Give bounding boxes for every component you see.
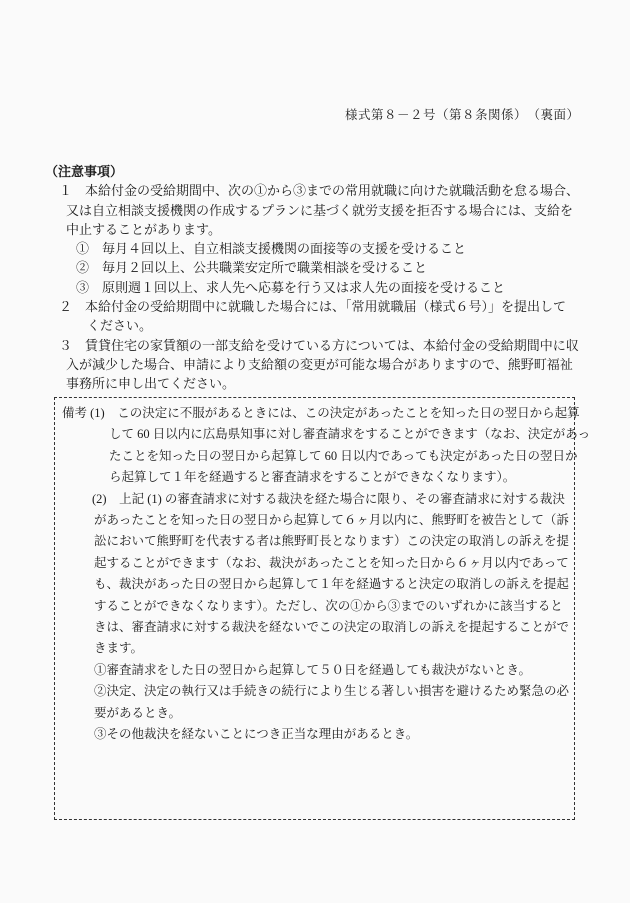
remarks-line: ③その他裁決を経ないことにつき正当な理由があるとき。 (94, 727, 419, 742)
notes-heading: （注意事項） (45, 164, 124, 179)
note-line: ③ 原則週１回以上、求人先へ応募を行う又は求人先の面接を受けること (76, 279, 506, 295)
note-line: １ 本給付金の受給期間中、次の①から③までの常用就職に向けた就職活動を怠る場合、 (59, 183, 580, 199)
remarks-line: ら起算して１年を経過すると審査請求をすることができなくなります）。 (109, 470, 516, 485)
note-line: 事務所に申し出てください。 (66, 376, 236, 392)
note-line: ２ 本給付金の受給期間中に就職した場合には、「常用就職届（様式６号）」を提出して (59, 299, 567, 315)
note-line: ください。 (87, 318, 153, 334)
remarks-box (54, 397, 591, 820)
remarks-line: ①審査請求をした日の翌日から起算して５０日を経過しても裁決がないとき。 (94, 662, 532, 677)
note-line: 入が減少した場合、申請により支給額の変更が可能な場合がありますので、熊野町福祉 (66, 356, 573, 372)
note-line: ３ 賃貸住宅の家賃額の一部支給を受けている方については、本給付金の受給期間中に収 (59, 337, 579, 353)
remarks-line: して 60 日以内に広島県知事に対し審査請求をすることができます（なお、決定があっ (109, 427, 591, 442)
note-line: 又は自立相談支援機関の作成するプランに基づく就労支援を拒否する場合には、支給を (66, 202, 574, 218)
remarks-line: 訟において熊野町を代表する者は熊野町長となります）この決定の取消しの訴えを提 (94, 534, 570, 549)
note-line: 中止することがあります。 (66, 221, 221, 237)
remarks-line: きます。 (94, 641, 144, 656)
note-line: ① 毎月４回以上、自立相談支援機関の面接等の支援を受けること (76, 241, 467, 257)
remarks-line: があったことを知った日の翌日から起算して６ヶ月以内に、熊野町を被告として（訴 (94, 513, 569, 528)
remarks-line: (2) 上記 (1) の審査請求に対する裁決を経た場合に限り、その審査請求に対する裁決 (92, 491, 565, 506)
remarks-line: することができなくなります）。ただし、次の①から③までのいずれかに該当すると (94, 598, 563, 613)
remarks-line: 起することができます（なお、裁決があったことを知った日から６ヶ月以内であって (94, 555, 569, 570)
remarks-line: 備考 (1) この決定に不服があるときには、この決定があったことを知った日の翌日から起算 (62, 406, 580, 420)
remarks-line: ②決定、決定の執行又は手続きの続行により生じる著しい損害を避けるため緊急の必 (94, 684, 570, 699)
remarks-line: も、裁決があった日の翌日から起算して１年を経過すると決定の取消しの訴えを提起 (94, 577, 569, 592)
remarks-line: 要があるとき。 (94, 705, 182, 720)
remarks-line: たことを知った日の翌日から起算して 60 日以内であっても決定があった日の翌日か (109, 448, 578, 463)
notes-section (0, 162, 630, 394)
note-line: ② 毎月２回以上、公共職業安定所で職業相談を受けること (76, 260, 428, 276)
remarks-line: きは、審査請求に対する裁決を経ないでこの決定の取消しの訴えを提起することがで (94, 620, 570, 635)
form-number-label: 様式第８－２号（第８条関係） （裏面） (345, 108, 580, 122)
